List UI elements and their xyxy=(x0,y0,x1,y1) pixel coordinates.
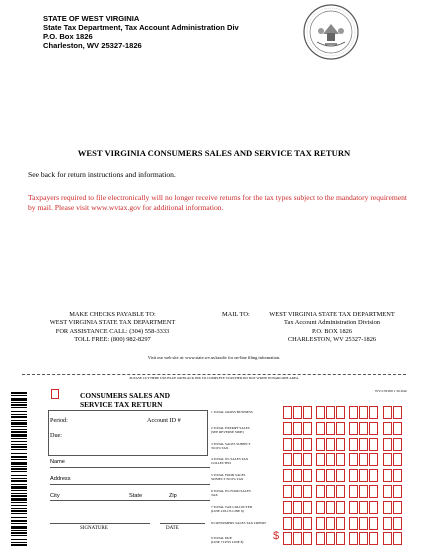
digit-box[interactable] xyxy=(303,438,312,451)
mail-line3: P.O. BOX 1826 xyxy=(311,327,353,335)
digit-box[interactable] xyxy=(359,532,368,545)
digit-box[interactable] xyxy=(303,406,312,419)
digit-box[interactable] xyxy=(326,485,335,498)
digit-box[interactable] xyxy=(303,469,312,482)
digit-box[interactable] xyxy=(316,453,325,466)
digit-box[interactable] xyxy=(336,438,345,451)
digit-box[interactable] xyxy=(393,501,402,514)
digit-box[interactable] xyxy=(369,469,378,482)
voucher-title-line2: SERVICE TAX RETURN xyxy=(80,400,163,409)
digit-box[interactable] xyxy=(293,422,302,435)
account-id-label: Account ID # xyxy=(147,417,181,424)
electronic-filing-notice: Taxpayers required to file electronically will no longer receive returns for the tax types subject to the mandatory requirement by mail. Please visit www.wvtax.gov for additional information. xyxy=(28,193,408,212)
digit-box[interactable] xyxy=(336,485,345,498)
digit-box[interactable] xyxy=(283,453,292,466)
digit-box[interactable] xyxy=(349,438,358,451)
line-8-amount-field[interactable] xyxy=(283,517,413,530)
address-label: Address xyxy=(50,476,71,482)
mail-to-label: MAIL TO: xyxy=(222,311,250,318)
date-label: DATE xyxy=(166,526,179,531)
payable-line3: FOR ASSISTANCE CALL: (304) 558-3333 xyxy=(55,327,170,335)
line-5-text: 5 TOTAL FOOD SALES xyxy=(211,473,246,478)
digit-box[interactable] xyxy=(349,453,358,466)
line-3-amount-field[interactable] xyxy=(283,438,413,451)
header-line1: STATE OF WEST VIRGINIA xyxy=(43,14,140,23)
digit-box[interactable] xyxy=(383,532,392,545)
line-9-subtext: (LINE 7 LESS LINE 8) xyxy=(211,540,244,545)
line-6-amount-field[interactable] xyxy=(283,485,413,498)
digit-box[interactable] xyxy=(349,469,358,482)
digit-box[interactable] xyxy=(293,517,302,530)
digit-box[interactable] xyxy=(383,453,392,466)
digit-box[interactable] xyxy=(316,485,325,498)
digit-box[interactable] xyxy=(283,501,292,514)
digit-box[interactable] xyxy=(293,453,302,466)
digit-box[interactable] xyxy=(303,485,312,498)
due-label: Due: xyxy=(50,432,63,439)
header-line2: State Tax Department, Tax Account Administration Div xyxy=(43,23,239,32)
digit-box[interactable] xyxy=(336,501,345,514)
digit-box[interactable] xyxy=(326,469,335,482)
digit-box[interactable] xyxy=(316,422,325,435)
digit-box[interactable] xyxy=(293,532,302,545)
line-2-amount-field[interactable] xyxy=(283,422,413,435)
digit-box[interactable] xyxy=(383,438,392,451)
digit-box[interactable] xyxy=(359,469,368,482)
payable-line4: TOLL FREE: (800) 982-8297 xyxy=(74,336,151,344)
zip-label: Zip xyxy=(169,493,177,499)
digit-box[interactable] xyxy=(303,501,312,514)
digit-box[interactable] xyxy=(293,469,302,482)
digit-box[interactable] xyxy=(326,453,335,466)
digit-box[interactable] xyxy=(349,517,358,530)
digit-box[interactable] xyxy=(316,532,325,545)
form-id: WV/CST200 v 30-Web xyxy=(375,389,407,393)
digit-box[interactable] xyxy=(383,406,392,419)
digit-box[interactable] xyxy=(316,438,325,451)
line-3-subtext: TO 6% TAX xyxy=(211,445,229,450)
digit-box[interactable] xyxy=(369,485,378,498)
line-5-label xyxy=(211,473,245,481)
digit-box[interactable] xyxy=(393,517,402,530)
digit-box[interactable] xyxy=(349,485,358,498)
payable-line1: MAKE CHECKS PAYABLE TO: xyxy=(69,311,156,318)
digit-box[interactable] xyxy=(336,469,345,482)
line-2-subtext: (SEE REVERSE SIDE) xyxy=(211,429,244,434)
line-1-amount-field[interactable] xyxy=(283,406,413,419)
digit-box[interactable] xyxy=(283,532,292,545)
digit-box[interactable] xyxy=(369,501,378,514)
digit-box[interactable] xyxy=(336,422,345,435)
digit-box[interactable] xyxy=(359,517,368,530)
page-title: WEST VIRGINIA CONSUMERS SALES AND SERVICE TAX RETURN xyxy=(77,148,351,158)
digit-box[interactable] xyxy=(369,532,378,545)
digit-box[interactable] xyxy=(283,485,292,498)
digit-box[interactable] xyxy=(393,453,402,466)
digit-box[interactable] xyxy=(336,532,345,545)
line-1-text: 1 TOTAL GROSS BUSINESS xyxy=(211,410,253,414)
digit-box[interactable] xyxy=(336,517,345,530)
digit-box[interactable] xyxy=(349,422,358,435)
header-line3: P.O. Box 1826 xyxy=(43,32,93,41)
line-4-amount-field[interactable] xyxy=(283,453,413,466)
digit-box[interactable] xyxy=(293,501,302,514)
line-3-text: 3 TOTAL SALES SUBJECT xyxy=(211,441,251,446)
digit-box[interactable] xyxy=(369,517,378,530)
digit-box[interactable] xyxy=(283,422,292,435)
digit-box[interactable] xyxy=(393,469,402,482)
digit-box[interactable] xyxy=(393,532,402,545)
digit-box[interactable] xyxy=(383,469,392,482)
digit-box[interactable] xyxy=(283,406,292,419)
digit-box[interactable] xyxy=(393,438,402,451)
digit-box[interactable] xyxy=(369,438,378,451)
digit-box[interactable] xyxy=(326,501,335,514)
digit-box[interactable] xyxy=(326,406,335,419)
digit-box[interactable] xyxy=(393,422,402,435)
digit-box[interactable] xyxy=(336,453,345,466)
line-8-text: 8 CONSUMERS SALES TAX CREDIT xyxy=(211,520,267,525)
digit-box[interactable] xyxy=(326,532,335,545)
digit-box[interactable] xyxy=(336,406,345,419)
payable-line2: WEST VIRGINIA STATE TAX DEPARTMENT xyxy=(49,319,176,327)
digit-box[interactable] xyxy=(283,517,292,530)
line-3-label xyxy=(211,442,251,450)
voucher-title-line1: CONSUMERS SALES AND xyxy=(80,391,170,400)
digit-box[interactable] xyxy=(349,532,358,545)
line-4-subtext: COLLECTED xyxy=(211,461,231,466)
digit-box[interactable] xyxy=(293,485,302,498)
digit-box[interactable] xyxy=(359,438,368,451)
line-2-text: 2 TOTAL EXEMPT SALES xyxy=(211,425,250,430)
digit-box[interactable] xyxy=(393,406,402,419)
digit-box[interactable] xyxy=(293,406,302,419)
line-9-label xyxy=(211,536,243,544)
digit-box[interactable] xyxy=(359,485,368,498)
dollar-sign: $ xyxy=(273,530,280,542)
digit-box[interactable] xyxy=(349,501,358,514)
line-7-amount-field[interactable] xyxy=(283,501,413,514)
line-2-label xyxy=(211,426,250,434)
name-label: Name xyxy=(50,459,65,465)
line-7-subtext: (LINE 4 PLUS LINE 6) xyxy=(211,508,244,513)
line-5-subtext: SUBJECT TO 6% TAX xyxy=(211,477,244,482)
header-line4: Charleston, WV 25327-1826 xyxy=(43,41,142,50)
digit-box[interactable] xyxy=(303,422,312,435)
line-7-label xyxy=(211,505,252,513)
line-1-label xyxy=(211,410,253,414)
digit-box[interactable] xyxy=(303,453,312,466)
line-6-text: 6 TOTAL 6% FOOD SALES xyxy=(211,489,251,493)
digit-box[interactable] xyxy=(369,422,378,435)
line-6-subtext: TAX xyxy=(211,493,218,497)
instructions-text: See back for return instructions and information. xyxy=(28,170,176,179)
digit-box[interactable] xyxy=(316,406,325,419)
line-4-text: 4 TOTAL 6% SALES TAX xyxy=(211,457,249,462)
digit-box[interactable] xyxy=(316,469,325,482)
mail-line1: WEST VIRGINIA STATE TAX DEPARTMENT xyxy=(269,311,395,318)
digit-box[interactable] xyxy=(383,422,392,435)
state-label: State xyxy=(129,493,143,499)
mail-line4: CHARLESTON, WV 25327-1826 xyxy=(287,336,377,344)
line-9-amount-field[interactable] xyxy=(283,532,413,545)
city-label: City xyxy=(50,493,60,499)
website-note: Visit our web site at: www.state.wv.us/taxdiv for on-line filing information. xyxy=(147,355,281,360)
digit-box[interactable] xyxy=(369,453,378,466)
digit-box[interactable] xyxy=(293,438,302,451)
digit-box[interactable] xyxy=(326,438,335,451)
digit-box[interactable] xyxy=(383,517,392,530)
digit-box[interactable] xyxy=(326,422,335,435)
line-8-label xyxy=(211,521,266,525)
digit-box[interactable] xyxy=(359,406,368,419)
line-5-amount-field[interactable] xyxy=(283,469,413,482)
digit-box[interactable] xyxy=(326,517,335,530)
digit-box[interactable] xyxy=(383,501,392,514)
line-9-text: 9 TOTAL DUE xyxy=(211,536,232,541)
digit-box[interactable] xyxy=(303,517,312,530)
digit-box[interactable] xyxy=(369,406,378,419)
digit-box[interactable] xyxy=(316,501,325,514)
mail-line2: Tax Account Administration Division xyxy=(284,319,380,327)
period-label: Period: xyxy=(50,417,68,424)
digit-box[interactable] xyxy=(359,422,368,435)
cut-instructions: PLEASE CUT HERE USE BLUE OR BLACK INK TO COMPLETE VOUCHER DO NOT WRITE IN BARCODE AREA xyxy=(129,376,299,380)
line-4-label xyxy=(211,457,248,465)
digit-box[interactable] xyxy=(359,453,368,466)
digit-box[interactable] xyxy=(349,406,358,419)
line-7-text: 7 TOTAL TAX COLLECTED xyxy=(211,504,253,509)
line-6-label xyxy=(211,489,251,497)
digit-box[interactable] xyxy=(383,485,392,498)
digit-box[interactable] xyxy=(303,532,312,545)
digit-box[interactable] xyxy=(316,517,325,530)
digit-box[interactable] xyxy=(359,501,368,514)
digit-box[interactable] xyxy=(283,469,292,482)
signature-label: SIGNATURE xyxy=(80,526,108,531)
digit-box[interactable] xyxy=(393,485,402,498)
digit-box[interactable] xyxy=(283,438,292,451)
